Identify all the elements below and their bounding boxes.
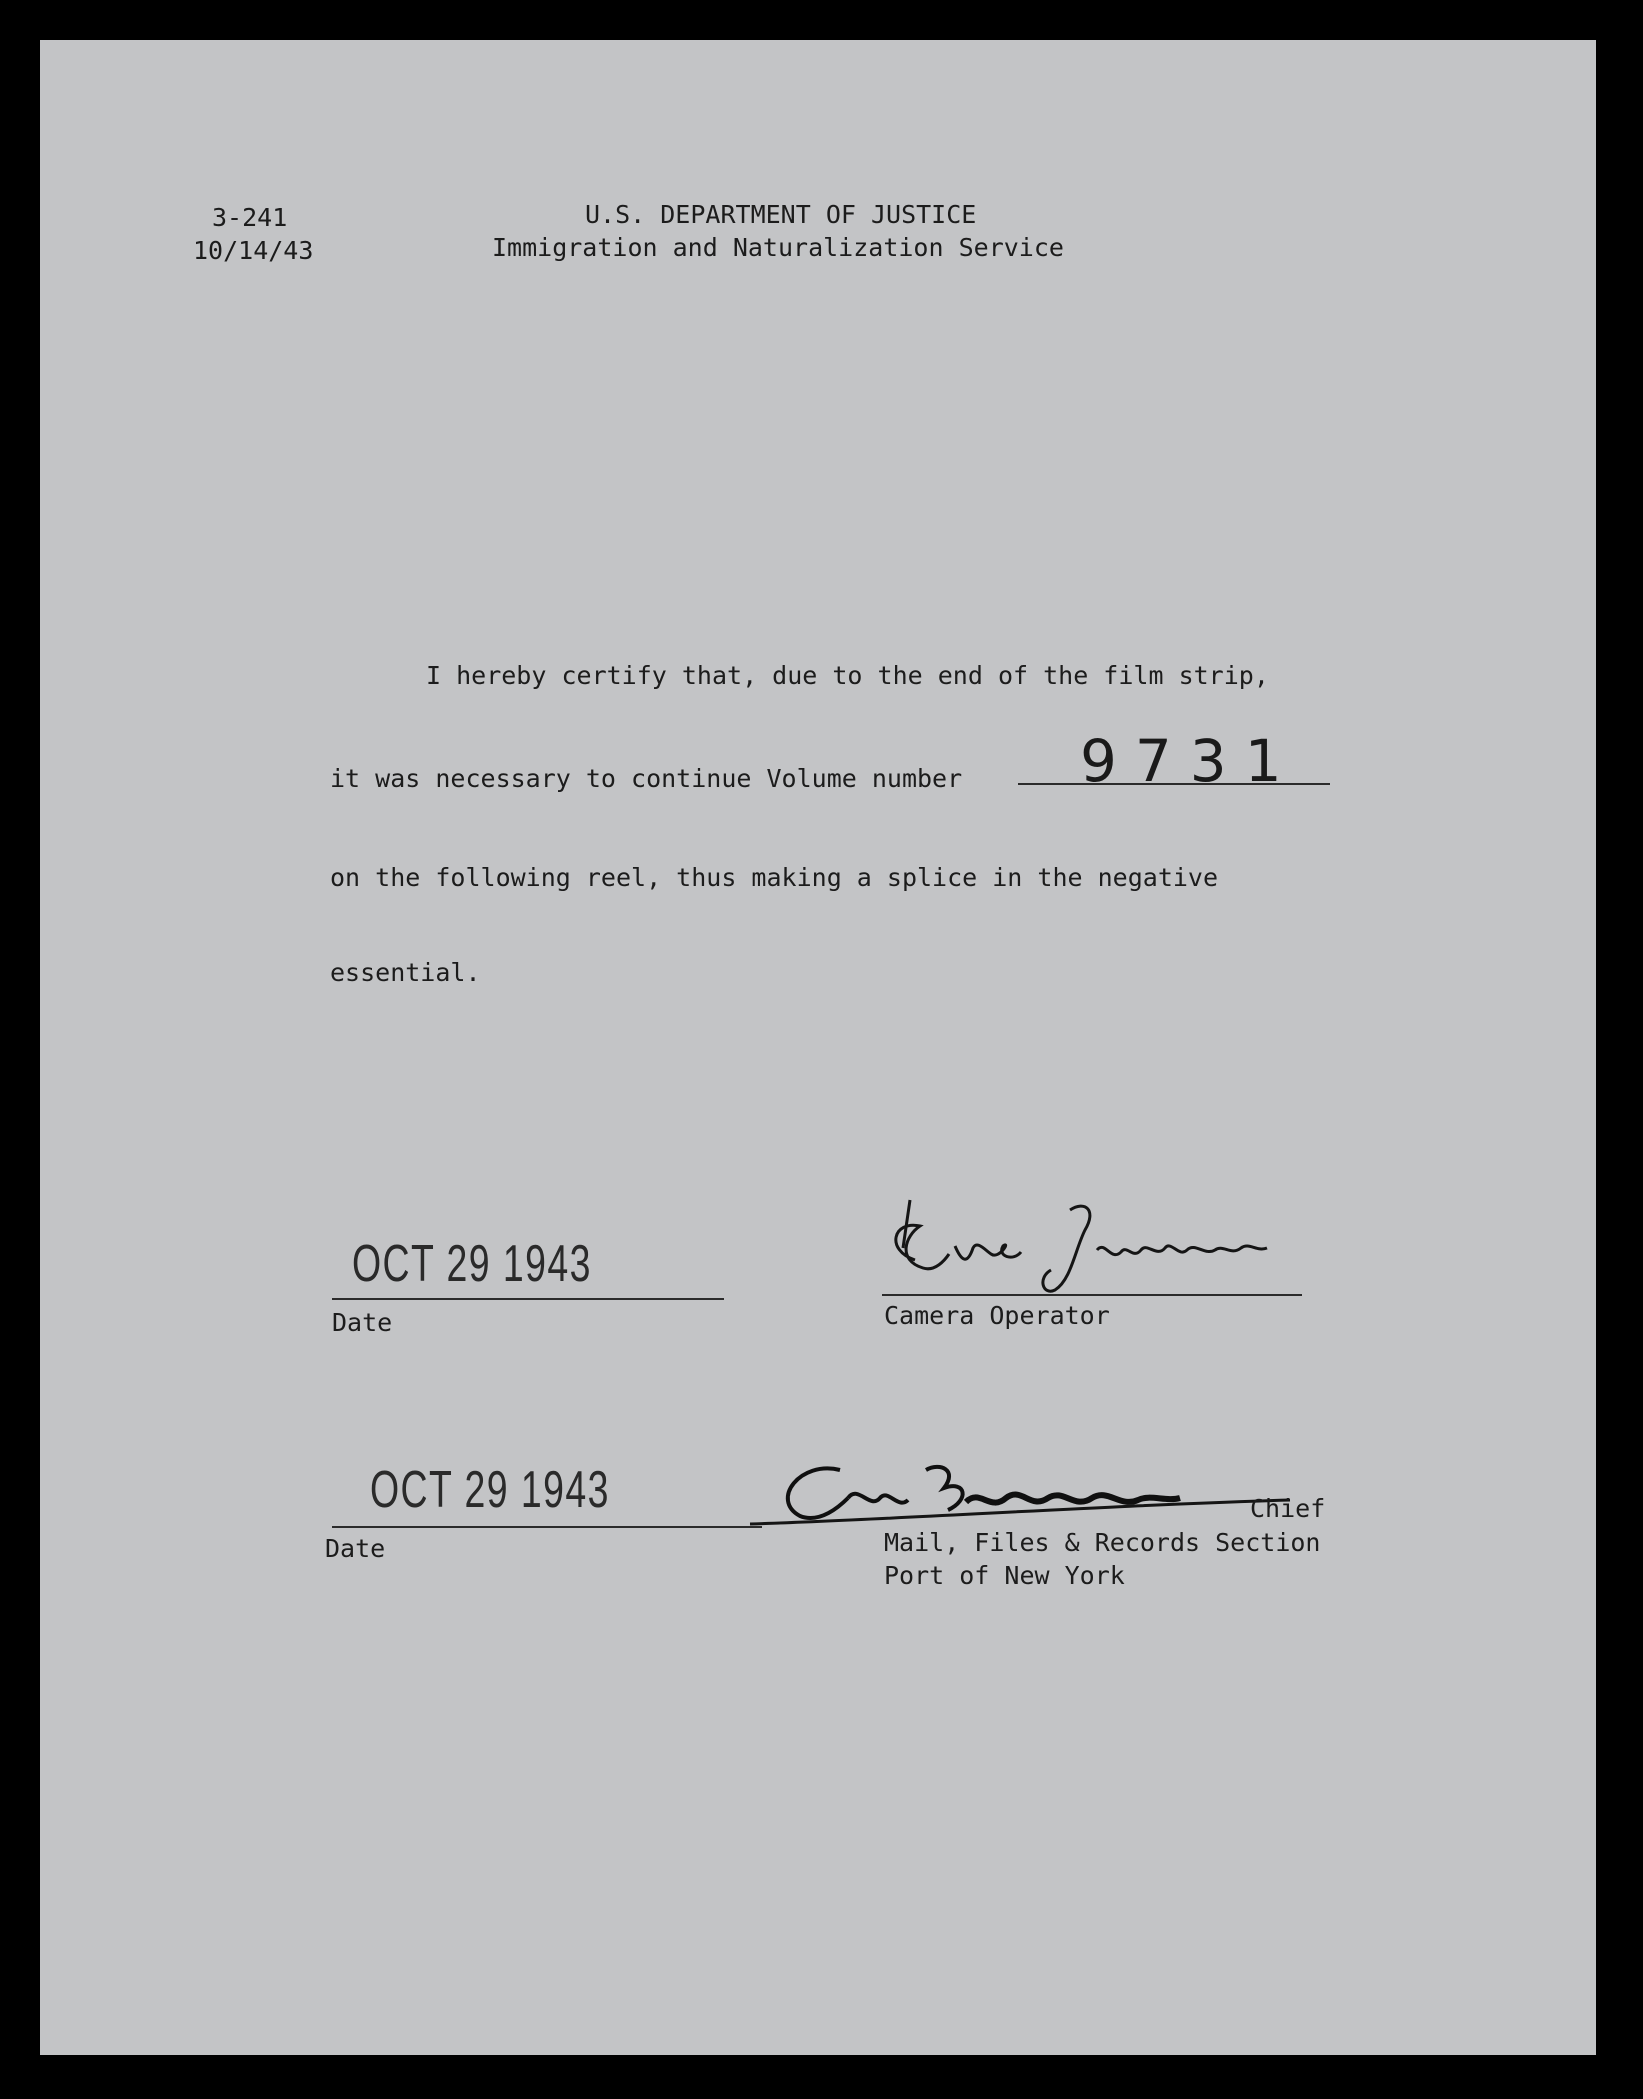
camera-operator-signature: [875, 1190, 1295, 1300]
service-heading: Immigration and Naturalization Service: [492, 233, 1064, 262]
form-number: 3-241: [212, 203, 288, 232]
body-line-1: I hereby certify that, due to the end of the film strip,: [426, 661, 1269, 690]
date-underline-2: [332, 1526, 762, 1528]
document-page: [40, 40, 1596, 2055]
date-underline-1: [332, 1298, 724, 1300]
department-heading: U.S. DEPARTMENT OF JUSTICE: [585, 200, 977, 229]
body-line-3: on the following reel, thus making a splice in the negative: [330, 863, 1219, 892]
section-line: Mail, Files & Records Section: [884, 1528, 1321, 1557]
date-stamp-1: OCT 29 1943: [352, 1235, 592, 1293]
volume-number: 9731: [1080, 727, 1300, 795]
port-line: Port of New York: [884, 1561, 1125, 1590]
chief-signature: [730, 1440, 1310, 1540]
body-line-4: essential.: [330, 958, 481, 987]
chief-label: Chief: [1250, 1494, 1326, 1523]
date-label-1: Date: [332, 1308, 393, 1337]
date-stamp-2: OCT 29 1943: [370, 1461, 610, 1519]
signature-underline-1: [882, 1294, 1302, 1296]
body-line-2-prefix: it was necessary to continue Volume number: [330, 764, 963, 793]
date-label-2: Date: [325, 1534, 386, 1563]
form-date: 10/14/43: [193, 236, 314, 265]
camera-operator-label: Camera Operator: [884, 1301, 1110, 1330]
